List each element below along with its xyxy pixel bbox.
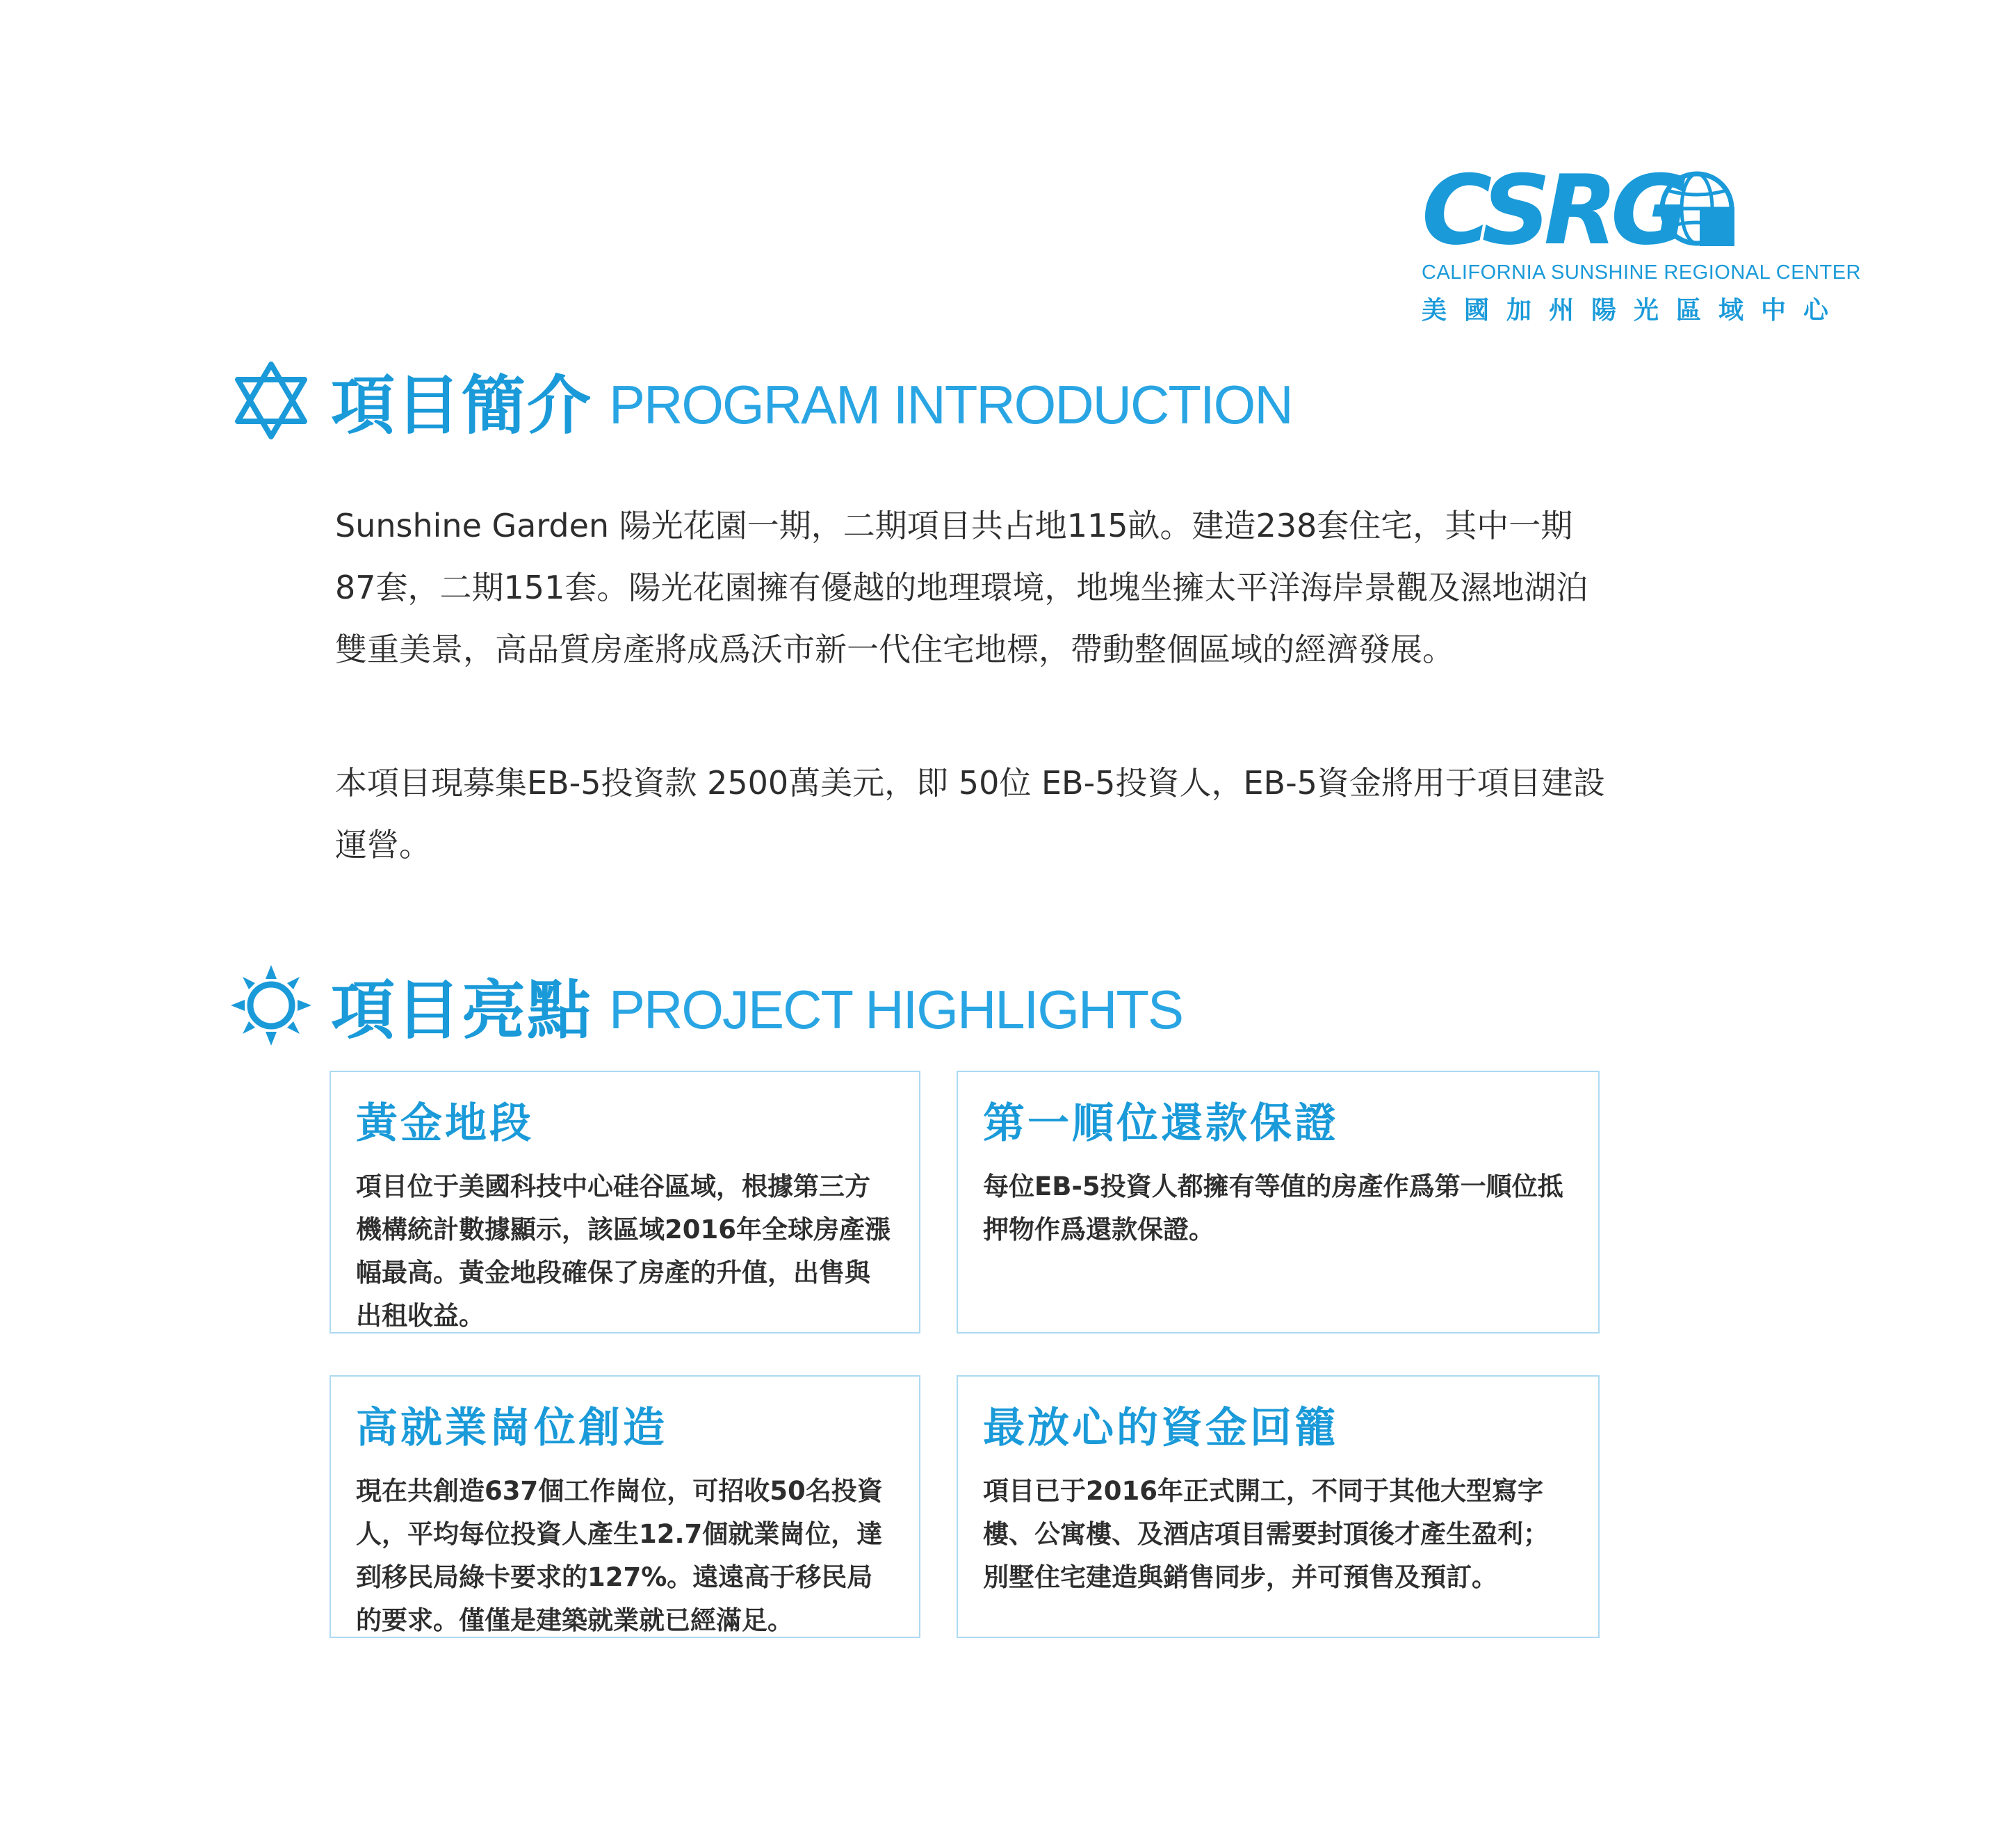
card-title: 黃金地段 [356,1099,534,1148]
highlights-title-zh: 項目亮點 [331,973,593,1048]
logo-mark-text: CSRG [1422,154,1683,266]
logo-chinese-name: 美國加州陽光區域中心 [1422,296,1846,325]
highlight-card-job-creation [330,1375,920,1638]
csrg-logo [1422,154,1867,334]
logo-mark [1422,154,1728,266]
card-body: 每位EB-5投資人都擁有等值的房產作爲第一順位抵押物作爲還款保證。 [983,1172,1563,1245]
star-of-david-icon [229,359,313,442]
card-body: 項目位于美國科技中心硅谷區域，根據第三方機構統計數據顯示，該區域2016年全球房產漲幅最高。黃金地段確保了房產的升值，出售與出租收益。 [356,1172,891,1331]
intro-title-en: PROGRAM INTRODUCTION [609,373,1292,435]
card-body: 現在共創造637個工作崗位，可招收50名投資人，平均每位投資人產生12.7個就業崗位，達到移民局綠卡要求的127%。遠遠高于移民局的要求。僅僅是建築就業就已經滿足。 [356,1476,883,1635]
intro-paragraph-2: 本項目現募集EB-5投資款 2500萬美元，即 50位 EB-5投資人，EB-5資金將用于項目建設運營。 [335,764,1605,864]
card-title: 最放心的資金回籠 [983,1404,1339,1452]
card-body: 項目已于2016年正式開工，不同于其他大型寫字樓、公寓樓、及酒店項目需要封頂後才產生盈利；別墅住宅建造與銷售同步，并可預售及預訂。 [983,1476,1549,1592]
highlights-heading [229,959,1182,1051]
sun-icon [229,964,313,1047]
highlight-card-prime-location [330,1071,920,1334]
highlight-card-capital-return [957,1375,1600,1638]
card-title: 高就業崗位創造 [356,1404,667,1452]
logo-english-name: CALIFORNIA SUNSHINE REGIONAL CENTER [1422,261,1861,284]
highlight-card-repayment-guarantee [957,1071,1600,1334]
intro-title-zh: 項目簡介 [331,368,593,443]
card-title: 第一順位還款保證 [983,1099,1339,1148]
intro-paragraph-1: Sunshine Garden 陽光花園一期，二期項目共占地115畝。建造238套住宅，其中一期87套，二期151套。陽光花園擁有優越的地理環境，地塊坐擁太平洋海岸景觀及濕地湖泊雙重美景，高品質房產將成爲沃市新一代住宅地標，帶動整個區域的經濟發展。 [335,507,1588,668]
highlights-title-en: PROJECT HIGHLIGHTS [609,978,1183,1040]
globe-icon [1651,168,1737,250]
intro-heading [229,355,1292,446]
